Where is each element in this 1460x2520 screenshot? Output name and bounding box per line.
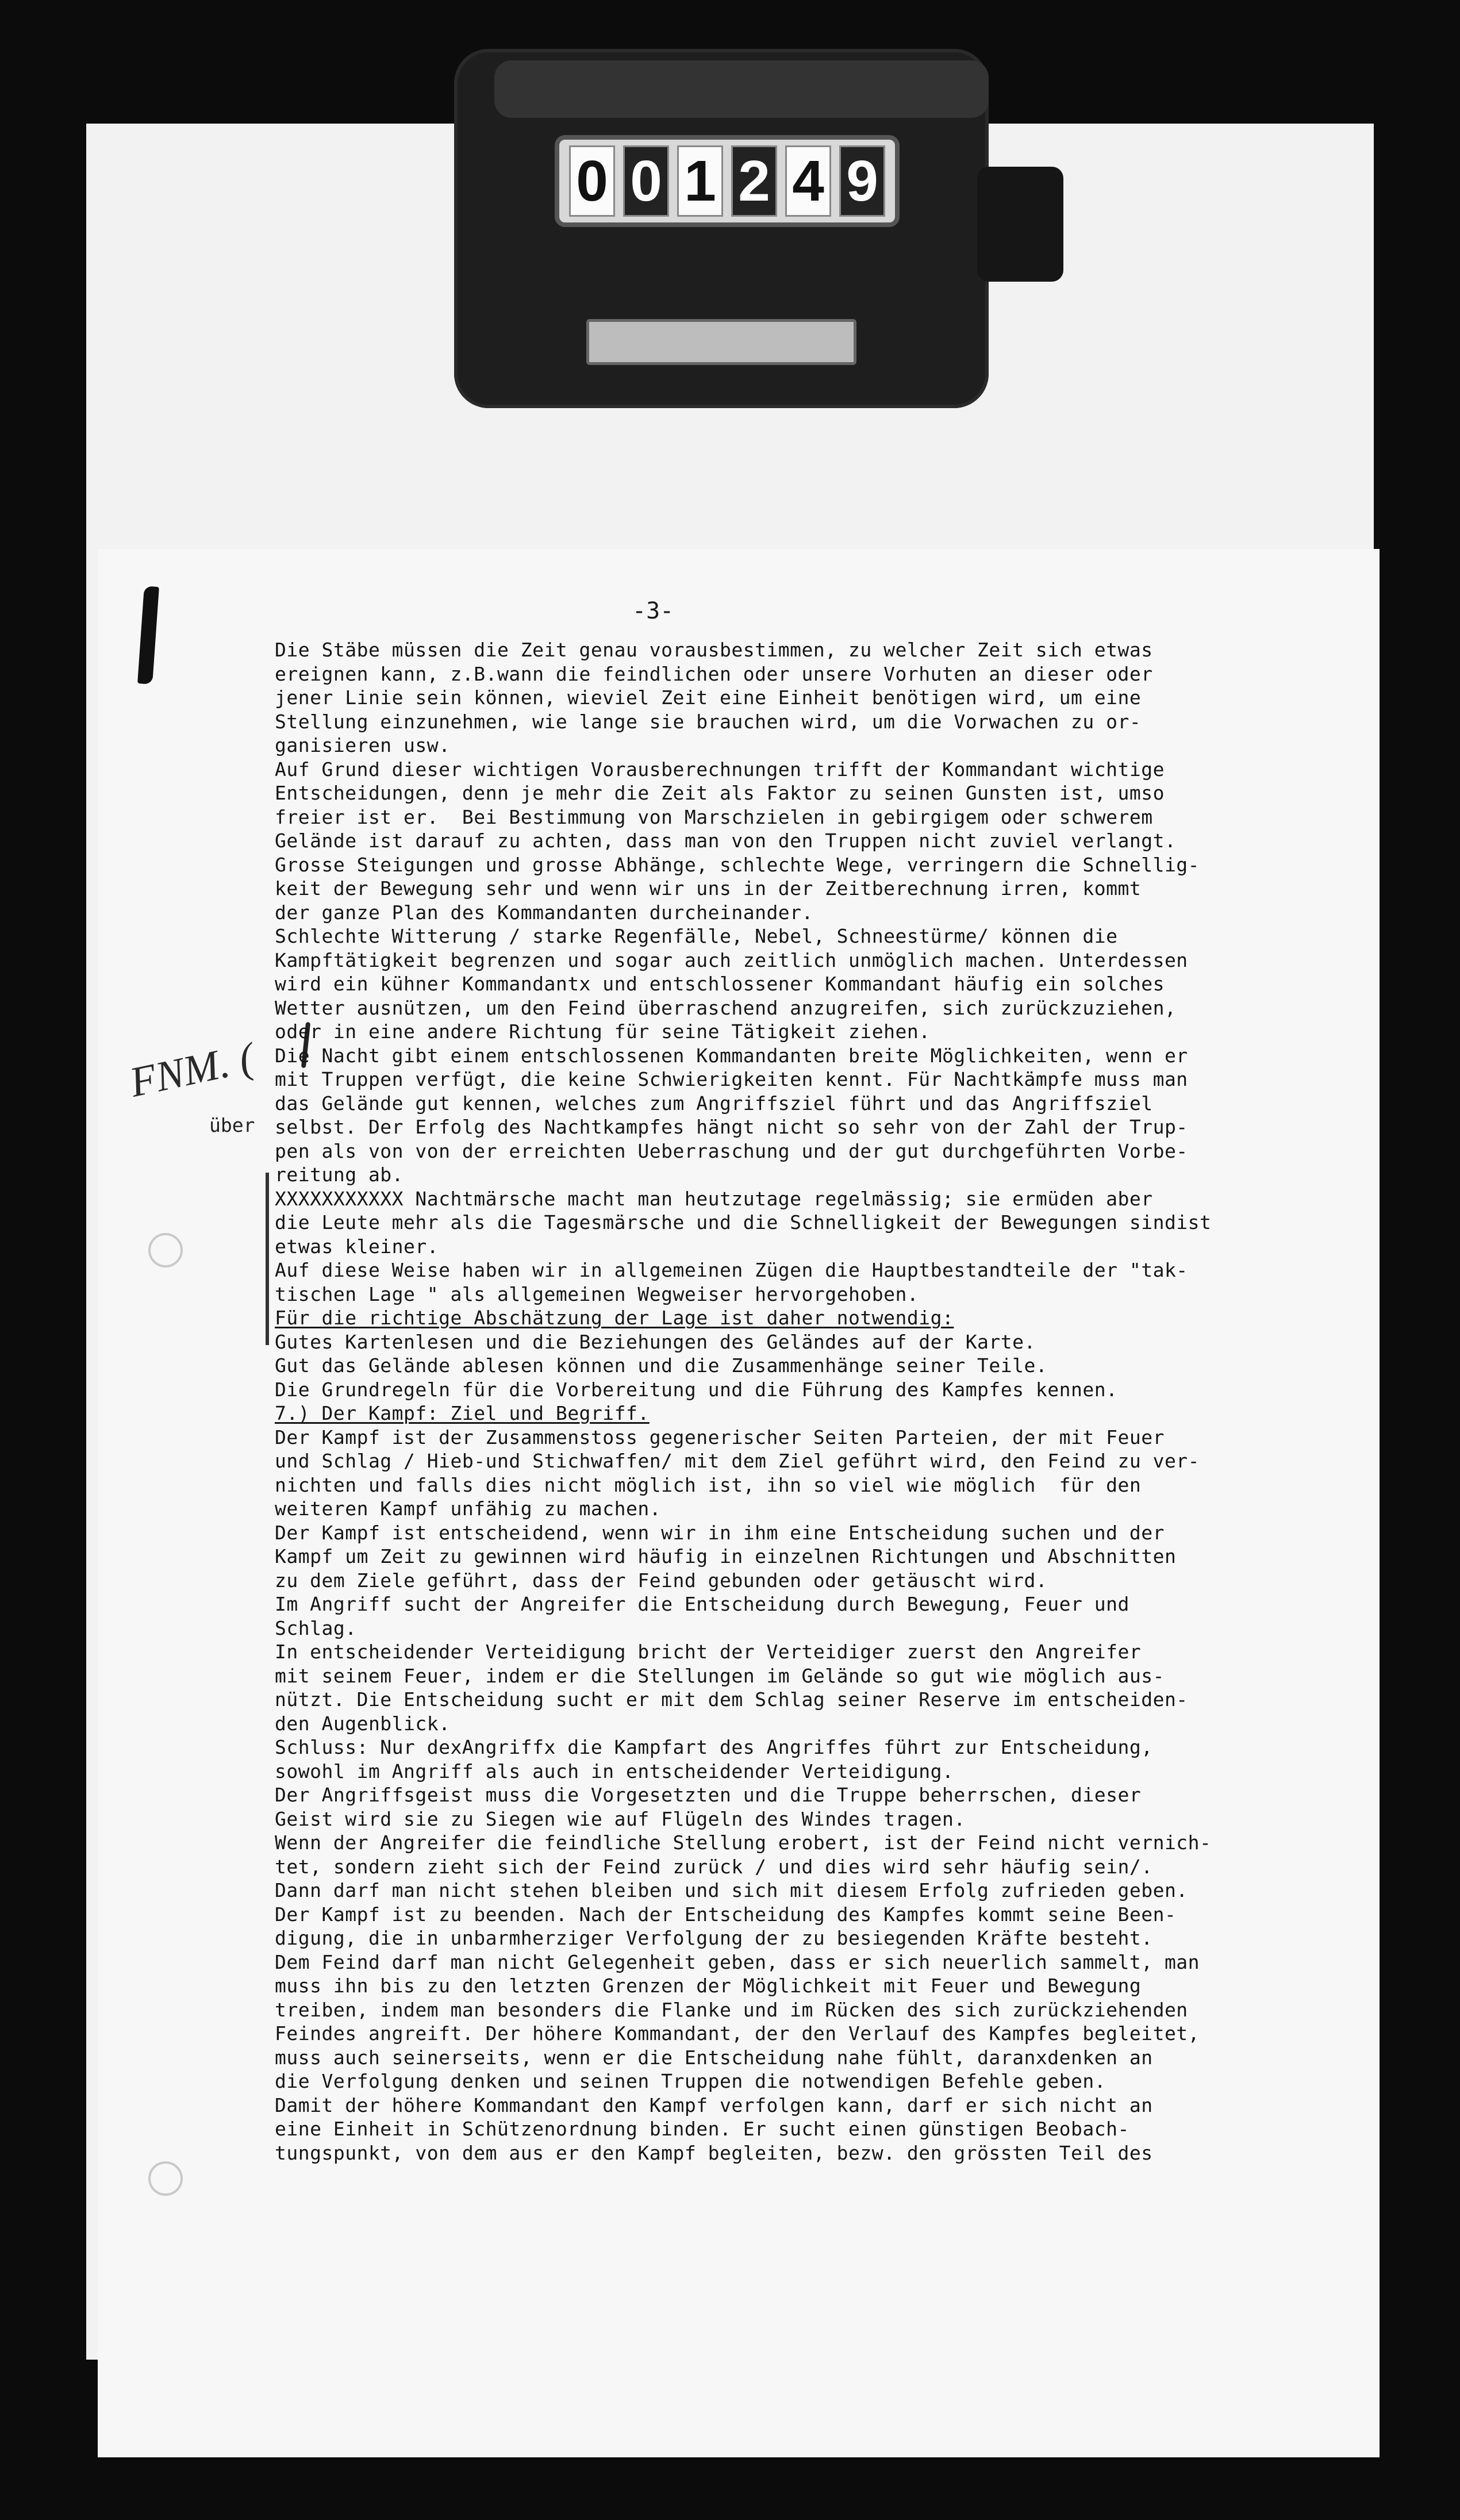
text-line: ganisieren usw. [275, 734, 451, 756]
text-line: pen als von von der erreichten Ueberraschung und der gut durchgeführten Vorbe- [275, 1139, 1188, 1162]
text-line: Auf Grund dieser wichtigen Vorausberechnungen trifft der Kommandant wichtige [275, 758, 1165, 781]
counter-digit: 0 [623, 145, 669, 217]
text-line: Im Angriff sucht der Angreifer die Entscheidung durch Bewegung, Feuer und [275, 1593, 1129, 1615]
text-line: tet, sondern zieht sich der Feind zurück / und dies wird sehr häufig sein/. [275, 1855, 1153, 1878]
page-number: -3- [632, 598, 674, 624]
text-line: keit der Bewegung sehr und wenn wir uns in der Zeitberechnung irren, kommt [275, 877, 1142, 900]
text-line: Der Angriffsgeist muss die Vorgesetzten und die Truppe beherrschen, dieser [275, 1784, 1142, 1806]
text-line: treiben, indem man besonders die Flanke und im Rücken des sich zurückziehenden [275, 1998, 1188, 2021]
margin-insertion-word: über [209, 1114, 255, 1136]
text-line: den Augenblick. [275, 1712, 451, 1735]
counter-knob [977, 167, 1063, 282]
text-line: Schluss: Nur dexAngriffx die Kampfart des Angriffes führt zur Entscheidung, [275, 1736, 1153, 1758]
counter-digit: 1 [677, 145, 723, 217]
text-line: zu dem Ziele geführt, dass der Feind gebunden oder getäuscht wird. [275, 1569, 1048, 1592]
text-line: die Verfolgung denken und seinen Truppen die notwendigen Befehle geben. [275, 2070, 1106, 2092]
text-line: Dann darf man nicht stehen bleiben und sich mit diesem Erfolg zufrieden geben. [275, 1879, 1188, 1901]
text-line: die Leute mehr als die Tagesmärsche und die Schnelligkeit der Bewegungen sindist [275, 1211, 1212, 1234]
text-line: jener Linie sein können, wieviel Zeit eine Einheit benötigen wird, um eine [275, 686, 1142, 709]
text-line: tischen Lage " als allgemeinen Wegweiser hervorgehoben. [275, 1282, 919, 1305]
text-line: Kampf um Zeit zu gewinnen wird häufig in einzelnen Richtungen und Abschnitten [275, 1545, 1177, 1568]
counter-digit: 9 [839, 145, 885, 217]
text-line: Die Stäbe müssen die Zeit genau vorausbestimmen, zu welcher Zeit sich etwas [275, 639, 1153, 661]
text-line: freier ist er. Bei Bestimmung von Marschzielen in gebirgigem oder schwerem [275, 805, 1153, 828]
counter-digit: 2 [731, 145, 777, 217]
text-line: Die Grundregeln für die Vorbereitung und die Führung des Kampfes kennen. [275, 1378, 1118, 1401]
text-line: reitung ab. [275, 1163, 404, 1186]
text-line: Auf diese Weise haben wir in allgemeinen Zügen die Hauptbestandteile der "tak- [275, 1259, 1188, 1281]
counter-digit: 4 [785, 145, 831, 217]
section-heading: 7.) Der Kampf: Ziel und Begriff. [275, 1402, 650, 1424]
text-line: wird ein kühner Kommandantx und entschlossener Kommandant häufig ein solches [275, 973, 1165, 995]
margin-vertical-line [266, 1173, 269, 1345]
text-line: Der Kampf ist der Zusammenstoss gegenerischer Seiten Parteien, der mit Feuer [275, 1426, 1165, 1449]
text-line: nichten und falls dies nicht möglich ist, ihn so viel wie möglich für den [275, 1473, 1142, 1496]
text-line: Entscheidungen, denn je mehr die Zeit als Faktor zu seinen Gunsten ist, umso [275, 782, 1165, 804]
text-line: mit Truppen verfügt, die keine Schwierigkeiten kennt. Für Nachtkämpfe muss man [275, 1068, 1188, 1090]
text-line: weiteren Kampf unfähig zu machen. [275, 1497, 662, 1520]
text-line-underlined: Für die richtige Abschätzung der Lage ist daher notwendig: [275, 1307, 954, 1329]
text-line: und Schlag / Hieb-und Stichwaffen/ mit dem Ziel geführt wird, den Feind zu ver- [275, 1450, 1200, 1472]
text-line: Geist wird sie zu Siegen wie auf Flügeln des Windes tragen. [275, 1807, 966, 1830]
text-line: sowohl im Angriff als auch in entscheidender Verteidigung. [275, 1760, 954, 1783]
text-line: ereignen kann, z.B.wann die feindlichen oder unsere Vorhuten an dieser oder [275, 662, 1153, 685]
text-line: Der Kampf ist zu beenden. Nach der Entscheidung des Kampfes kommt seine Been- [275, 1903, 1177, 1926]
text-line: muss auch seinerseits, wenn er die Entscheidung nahe fühlt, daranxdenken an [275, 2046, 1153, 2069]
text-line: Wenn der Angreifer die feindliche Stellung erobert, ist der Feind nicht vernich- [275, 1831, 1212, 1854]
punch-hole [148, 2161, 183, 2196]
text-line: digung, die in unbarmherziger Verfolgung der zu besiegenden Kräfte besteht. [275, 1927, 1153, 1949]
text-line: Kampftätigkeit begrenzen und sogar auch zeitlich unmöglich machen. Unterdessen [275, 948, 1188, 971]
text-line: Schlechte Witterung / starke Regenfälle, Nebel, Schneestürme/ können die [275, 925, 1118, 947]
text-line: mit seinem Feuer, indem er die Stellungen im Gelände so gut wie möglich aus- [275, 1664, 1165, 1687]
text-line: Wetter ausnützen, um den Feind überraschend anzugreifen, sich zurückzuziehen, [275, 996, 1177, 1019]
punch-hole [148, 1233, 183, 1267]
text-line: etwas kleiner. [275, 1235, 439, 1258]
text-line: Schlag. [275, 1616, 357, 1639]
text-line: oder in eine andere Richtung für seine Tätigkeit ziehen. [275, 1020, 931, 1043]
text-line: Gutes Kartenlesen und die Beziehungen des Geländes auf der Karte. [275, 1330, 1036, 1353]
text-line: Die Nacht gibt einem entschlossenen Kommandanten breite Möglichkeiten, wenn er [275, 1044, 1188, 1067]
text-line: Der Kampf ist entscheidend, wenn wir in ihm eine Entscheidung suchen und der [275, 1521, 1165, 1544]
text-line: Damit der höhere Kommandant den Kampf verfolgen kann, darf er sich nicht an [275, 2093, 1153, 2116]
text-line: eine Einheit in Schützenordnung binden. Er sucht einen günstigen Beobach- [275, 2118, 1129, 2140]
text-line: selbst. Der Erfolg des Nachtkampfes hängt nicht so sehr von der Zahl der Trup- [275, 1116, 1188, 1138]
text-line: das Gelände gut kennen, welches zum Angriffsziel führt und das Angriffsziel [275, 1092, 1153, 1115]
text-line: Grosse Steigungen und grosse Abhänge, schlechte Wege, verringern die Schnellig- [275, 853, 1200, 876]
typewritten-body [275, 638, 1355, 2328]
text-line: Dem Feind darf man nicht Gelegenheit geben, dass er sich neuerlich sammelt, man [275, 1950, 1200, 1973]
text-line: Feindes angreift. Der höhere Kommandant, der den Verlauf des Kampfes begleitet, [275, 2022, 1200, 2045]
text-line: Gut das Gelände ablesen können und die Zusammenhänge seiner Teile. [275, 1354, 1048, 1377]
text-line: Stellung einzunehmen, wie lange sie brauchen wird, um die Vorwachen zu or- [275, 710, 1142, 733]
frame-counter-display [555, 135, 900, 227]
handwritten-margin-note: FNM. ( [125, 1034, 258, 1107]
text-line: der ganze Plan des Kommandanten durcheinander. [275, 901, 813, 924]
text-line: In entscheidender Verteidigung bricht der Verteidiger zuerst den Angreifer [275, 1641, 1142, 1663]
text-line: Gelände ist darauf zu achten, dass man von den Truppen nicht zuviel verlangt. [275, 829, 1177, 852]
text-line: tungspunkt, von dem aus er den Kampf begleiten, bezw. den grössten Teil des [275, 2141, 1153, 2164]
counter-label-plate [586, 319, 856, 365]
counter-digit: 0 [569, 145, 615, 217]
text-line: nützt. Die Entscheidung sucht er mit dem Schlag seiner Reserve im entscheiden- [275, 1688, 1188, 1711]
text-line: XXXXXXXXXXX Nachtmärsche macht man heutzutage regelmässig; sie ermüden aber [275, 1187, 1153, 1210]
counter-top-ridge [494, 60, 989, 118]
text-line: muss ihn bis zu den letzten Grenzen der Möglichkeit mit Feuer und Bewegung [275, 1974, 1142, 1997]
